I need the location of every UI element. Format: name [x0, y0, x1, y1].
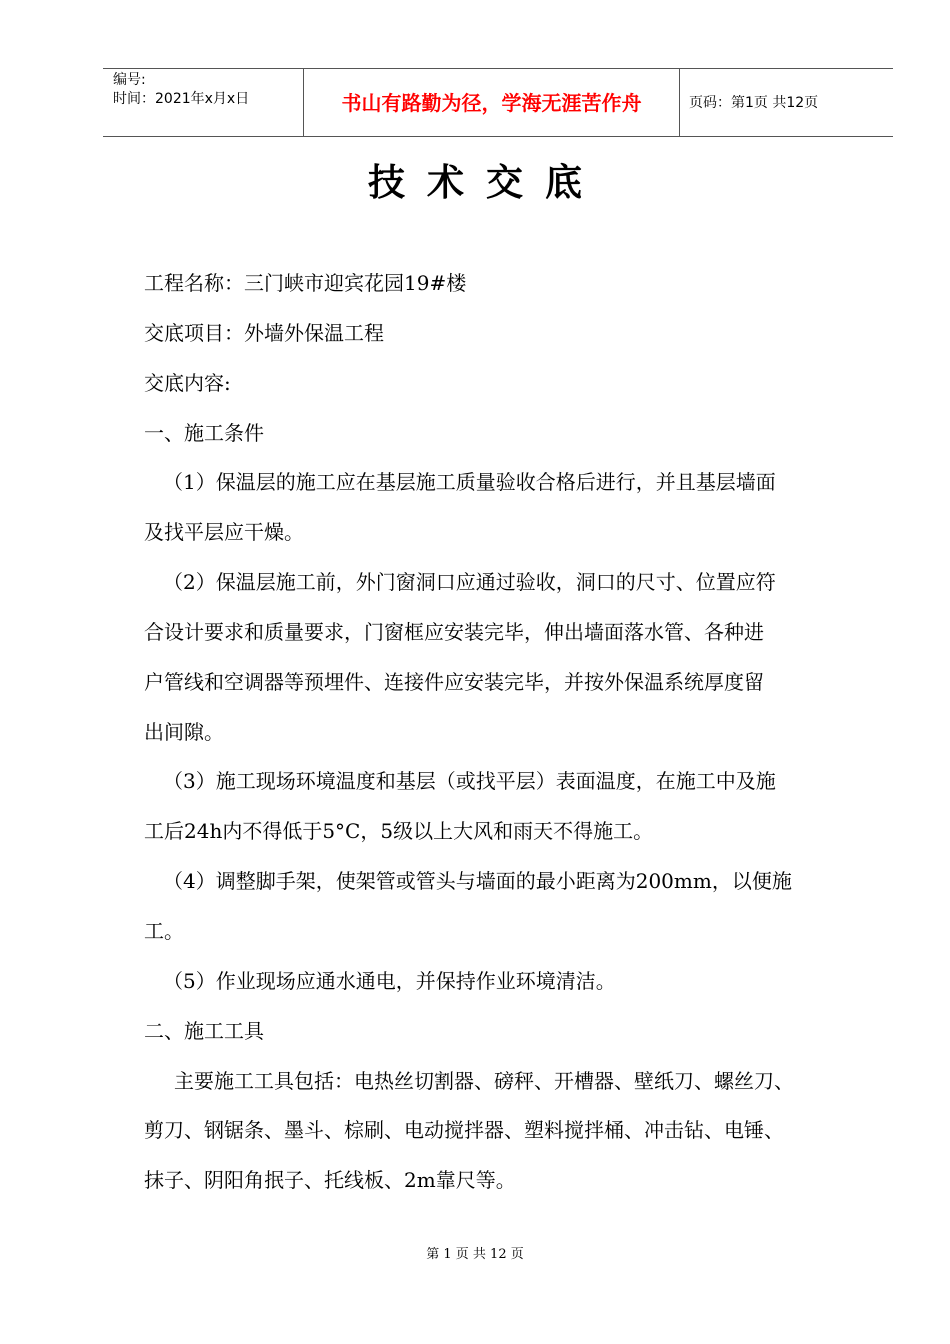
- header-motto: 书山有路勤为径，学海无涯苦作舟: [341, 91, 642, 115]
- document-number-label: 编号:: [113, 72, 146, 88]
- page-header: [103, 68, 893, 137]
- paragraph-line: （4）调整脚手架，使架管或管头与墙面的最小距离为200mm，以便施: [163, 869, 792, 893]
- paragraph-line: 剪刀、钢锯条、墨斗、棕刷、电动搅拌器、塑料搅拌桶、冲击钻、电锤、: [144, 1118, 784, 1142]
- paragraph-line: （2）保温层施工前，外门窗洞口应通过验收，洞口的尺寸、位置应符: [163, 570, 776, 594]
- paragraph-line: 主要施工工具包括：电热丝切割器、磅秤、开槽器、壁纸刀、螺丝刀、: [174, 1069, 794, 1093]
- paragraph-line: 合设计要求和质量要求，门窗框应安装完毕，伸出墙面落水管、各种进: [144, 620, 764, 644]
- paragraph-line: 抹子、阴阳角抿子、托线板、2m靠尺等。: [144, 1168, 516, 1192]
- document-time-label: 时间：2021年x月x日: [113, 91, 250, 107]
- paragraph-line: 工。: [144, 919, 184, 943]
- paragraph-line: 工后24h内不得低于5°C，5级以上大风和雨天不得施工。: [144, 819, 654, 843]
- paragraph-line: （3）施工现场环境温度和基层（或找平层）表面温度，在施工中及施: [163, 769, 776, 793]
- content-label-line: 交底内容:: [144, 371, 231, 395]
- paragraph-line: 户管线和空调器等预埋件、连接件应安装完毕，并按外保温系统厚度留: [144, 670, 764, 694]
- document-title: 技术交底: [368, 161, 604, 204]
- header-page-info: 页码：第1页 共12页: [689, 95, 819, 111]
- page-footer: 第 1 页 共 12 页: [426, 1247, 524, 1262]
- section-heading: 二、施工工具: [144, 1019, 264, 1043]
- header-page-cell: [679, 69, 893, 136]
- paragraph-line: 出间隙。: [144, 720, 224, 744]
- section-heading: 一、施工条件: [144, 421, 264, 445]
- paragraph-line: 及找平层应干燥。: [144, 520, 304, 544]
- header-info-cell: [103, 69, 303, 136]
- paragraph-line: （1）保温层的施工应在基层施工质量验收合格后进行，并且基层墙面: [163, 470, 776, 494]
- project-item-line: 交底项目：外墙外保温工程: [144, 321, 384, 345]
- paragraph-line: （5）作业现场应通水通电，并保持作业环境清洁。: [163, 969, 616, 993]
- header-motto-cell: [303, 69, 680, 136]
- project-name-line: 工程名称：三门峡市迎宾花园19#楼: [144, 271, 467, 295]
